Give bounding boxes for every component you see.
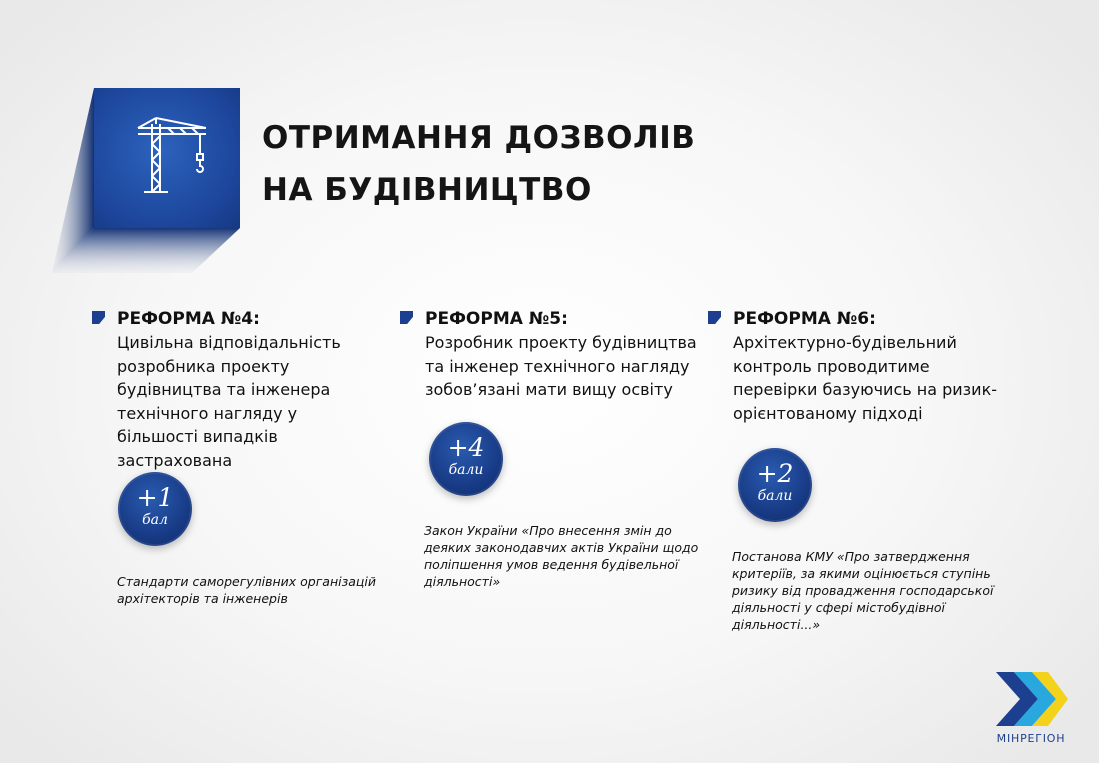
reform-source: Стандарти саморегулівних організацій архітекторів та інженерів [117,574,377,606]
reform-title: РЕФОРМА №6: [733,309,876,329]
reform-card-6 [706,308,1006,425]
reform-description: Цивільна відповідальність розробника проекту будівництва та інженера технічного нагляду у більшості випадків застрахована [117,333,341,470]
reform-card-4 [90,308,390,472]
reform-description: Архітектурно-будівельний контроль проводитиме перевірки базуючись на ризик-орієнтованому підході [733,333,998,423]
bullet-marker-icon [708,311,721,324]
reform-card-5 [398,308,698,402]
bullet-marker-icon [400,311,413,324]
badge-unit: бали [448,462,484,478]
reform-title: РЕФОРМА №5: [425,309,568,329]
minregion-logo-icon [992,668,1070,730]
title-line-2: НА БУДІВНИЦТВО [262,172,592,208]
badge-value: +2 [756,459,794,488]
logo-text: МІНРЕГІОН [996,732,1066,745]
score-badge-5 [429,422,503,496]
badge-unit: бали [757,488,793,504]
score-badge-4 [118,472,192,546]
page-title [262,112,695,216]
minregion-logo [992,668,1070,748]
title-line-1: ОТРИМАННЯ ДОЗВОЛІВ [262,120,696,156]
reform-source: Постанова КМУ «Про затвердження критеріїв, за якими оцінюється ступінь ризику від провадження господарської діяльності у сфері містобудівної діяльності...» [732,549,994,632]
reform-description: Розробник проекту будівництва та інженер технічного нагляду зобов’язані мати вищу освіту [425,333,697,399]
score-badge-6 [738,448,812,522]
badge-unit: бал [142,512,168,528]
badge-value: +1 [136,483,174,512]
reform-source: Закон України «Про внесення змін до деяких законодавчих актів України щодо поліпшення умов ведення будівельної діяльності» [424,523,699,589]
crane-icon [130,114,210,198]
bullet-marker-icon [92,311,105,324]
badge-value: +4 [447,433,485,462]
reform-title: РЕФОРМА №4: [117,309,260,329]
